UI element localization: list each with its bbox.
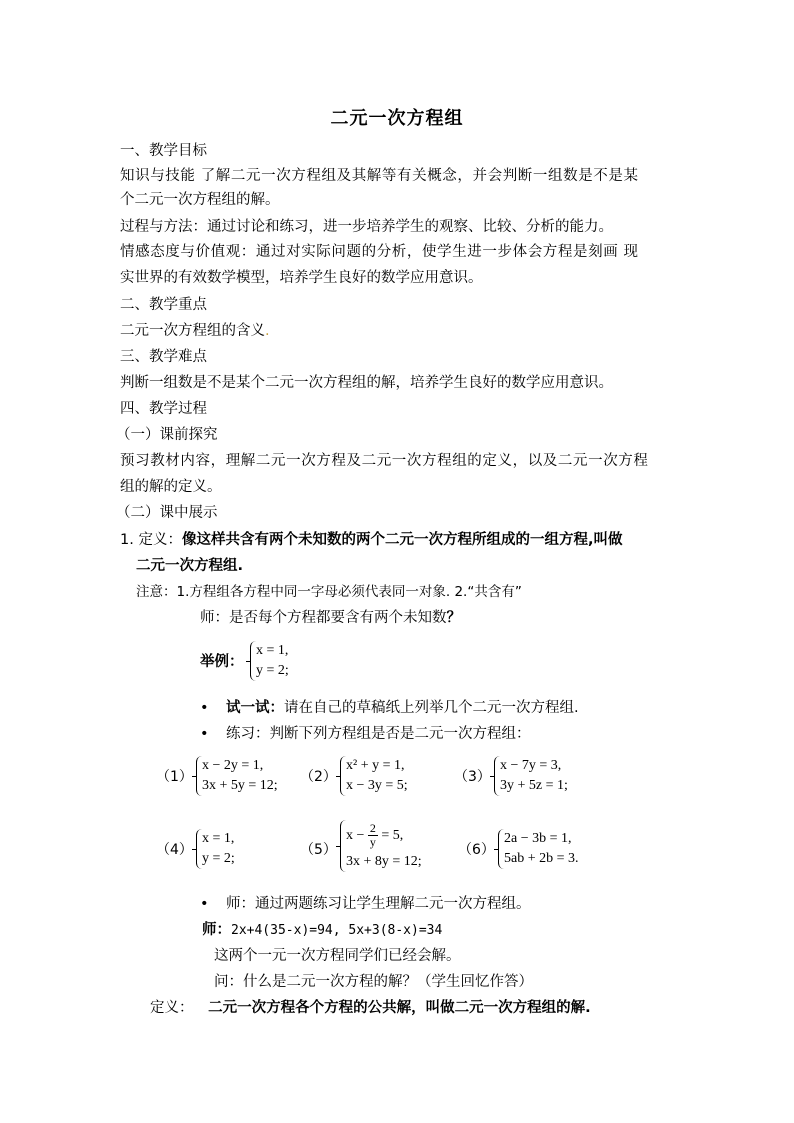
brace bbox=[498, 829, 507, 869]
section-heading-key-points: 二、教学重点 bbox=[120, 297, 207, 313]
exercise-system-6 bbox=[498, 829, 579, 869]
bullet-teacher bbox=[200, 893, 531, 915]
subsection-heading: （一）课前探究 bbox=[116, 427, 218, 443]
exercise-system-3 bbox=[494, 756, 568, 796]
exercise-system-5 bbox=[340, 820, 422, 872]
exercise-system-1 bbox=[196, 756, 278, 796]
example-label: 举例： bbox=[200, 654, 244, 670]
equations bbox=[340, 820, 422, 872]
equation: x − 2y = 1, bbox=[202, 758, 264, 773]
exercise-label: （6） bbox=[458, 842, 495, 858]
equation: 5ab + 2b = 3. bbox=[504, 851, 579, 866]
page-title: 二元一次方程组 bbox=[330, 108, 464, 129]
section-heading-goals: 一、教学目标 bbox=[120, 143, 207, 159]
equation-part: = 5, bbox=[381, 828, 404, 843]
brace bbox=[250, 641, 259, 681]
practice-text: 练习：判断下列方程组是否是二元一次方程组： bbox=[226, 726, 531, 742]
bullet-glyph: • bbox=[200, 896, 209, 912]
exercise-label: （2） bbox=[300, 769, 337, 785]
bullet-try bbox=[200, 697, 579, 719]
equations bbox=[498, 829, 579, 869]
bullet-glyph: • bbox=[200, 700, 209, 716]
subsection-heading: （二）课中展示 bbox=[116, 505, 218, 521]
exercise-system-4 bbox=[196, 829, 235, 869]
equation bbox=[346, 820, 422, 852]
definition-2 bbox=[150, 997, 591, 1019]
equation: y = 2; bbox=[202, 851, 235, 866]
paragraph: 情感态度与价值观：通过对实际问题的分析，使学生进一步体会方程是刻画 现 bbox=[120, 244, 639, 260]
equation: 3y + 5z = 1; bbox=[500, 778, 568, 793]
equations bbox=[340, 756, 408, 796]
teacher-label: 师： bbox=[202, 922, 231, 938]
equation: x − 7y = 3, bbox=[500, 758, 562, 773]
paragraph bbox=[120, 320, 270, 342]
brace bbox=[196, 756, 205, 796]
definition-text: 像这样共含有两个未知数的两个二元一次方程所组成的一组方程,叫做 bbox=[181, 532, 623, 548]
section-heading-difficulties: 三、教学难点 bbox=[120, 349, 207, 365]
definition-prefix: 定义： bbox=[150, 1000, 194, 1016]
equation: x − 3y = 5; bbox=[346, 778, 408, 793]
equations-text: 2x+4(35-x)=94, 5x+3(8-x)=34 bbox=[231, 923, 443, 938]
question-mark: ？ bbox=[446, 610, 461, 626]
question: 问：什么是二元一次方程的解？（学生回忆作答） bbox=[214, 974, 533, 990]
brace bbox=[196, 829, 205, 869]
paragraph: 实世界的有效数学模型，培养学生良好的数学应用意识。 bbox=[120, 270, 483, 286]
equation: 3x + 8y = 12; bbox=[346, 854, 422, 869]
key-point-text: 二元一次方程组的含义 bbox=[120, 323, 265, 339]
section-heading-process: 四、教学过程 bbox=[120, 401, 207, 417]
paragraph: 个二元一次方程组的解。 bbox=[120, 192, 280, 208]
note: 注意：1.方程组各方程中同一字母必须代表同一对象. 2.“共含有” bbox=[136, 584, 522, 600]
denominator: y bbox=[369, 835, 376, 850]
equations bbox=[196, 756, 278, 796]
paragraph: 预习教材内容，理解二元一次方程及二元一次方程组的定义，以及二元一次方程 bbox=[120, 453, 649, 469]
paragraph: 过程与方法：通过讨论和练习，进一步培养学生的观察、比较、分析的能力。 bbox=[120, 219, 613, 235]
numerator: 2 bbox=[369, 821, 376, 836]
equation: 3x + 5y = 12; bbox=[202, 778, 278, 793]
exercise-label: （4） bbox=[156, 842, 193, 858]
exercise-label: （5） bbox=[300, 842, 337, 858]
definition-1 bbox=[120, 529, 622, 551]
example-system bbox=[250, 641, 289, 681]
teacher-note: 师：通过两题练习让学生理解二元一次方程组。 bbox=[226, 896, 531, 912]
brace bbox=[340, 820, 349, 872]
brace bbox=[494, 756, 503, 796]
equation: x² + y = 1, bbox=[346, 758, 405, 773]
equation: x = 1, bbox=[202, 831, 235, 846]
equation: y = 2; bbox=[256, 663, 289, 678]
teacher-question-text: 师：是否每个方程都要含有两个未知数 bbox=[200, 610, 447, 626]
teacher-question bbox=[200, 607, 461, 629]
bullet-practice bbox=[200, 723, 531, 745]
definition-prefix: 1. 定义： bbox=[120, 532, 182, 548]
try-text: 请在自己的草稿纸上列举几个二元一次方程组. bbox=[284, 700, 579, 716]
equation-part: x − bbox=[346, 828, 365, 843]
paragraph: 组的解的定义。 bbox=[120, 479, 222, 495]
definition-text: 二元一次方程各个方程的公共解，叫做二元一次方程组的解. bbox=[208, 1000, 591, 1016]
exercise-label: （3） bbox=[454, 769, 491, 785]
equation: 2a − 3b = 1, bbox=[504, 831, 572, 846]
period: . bbox=[265, 323, 270, 339]
paragraph: 这两个一元一次方程同学们已经会解。 bbox=[214, 948, 461, 964]
fraction bbox=[368, 822, 378, 849]
paragraph: 判断一组数是不是某个二元一次方程组的解，培养学生良好的数学应用意识。 bbox=[120, 375, 613, 391]
definition-text-cont: 二元一次方程组. bbox=[136, 558, 244, 574]
equations bbox=[494, 756, 568, 796]
exercise-system-2 bbox=[340, 756, 408, 796]
brace bbox=[340, 756, 349, 796]
teacher-equations bbox=[202, 919, 442, 942]
bullet-glyph: • bbox=[200, 726, 209, 742]
paragraph: 知识与技能 了解二元一次方程组及其解等有关概念，并会判断一组数是不是某 bbox=[120, 168, 639, 184]
try-label: 试一试： bbox=[226, 700, 284, 716]
equation: x = 1, bbox=[256, 643, 289, 658]
exercise-label: （1） bbox=[156, 769, 193, 785]
